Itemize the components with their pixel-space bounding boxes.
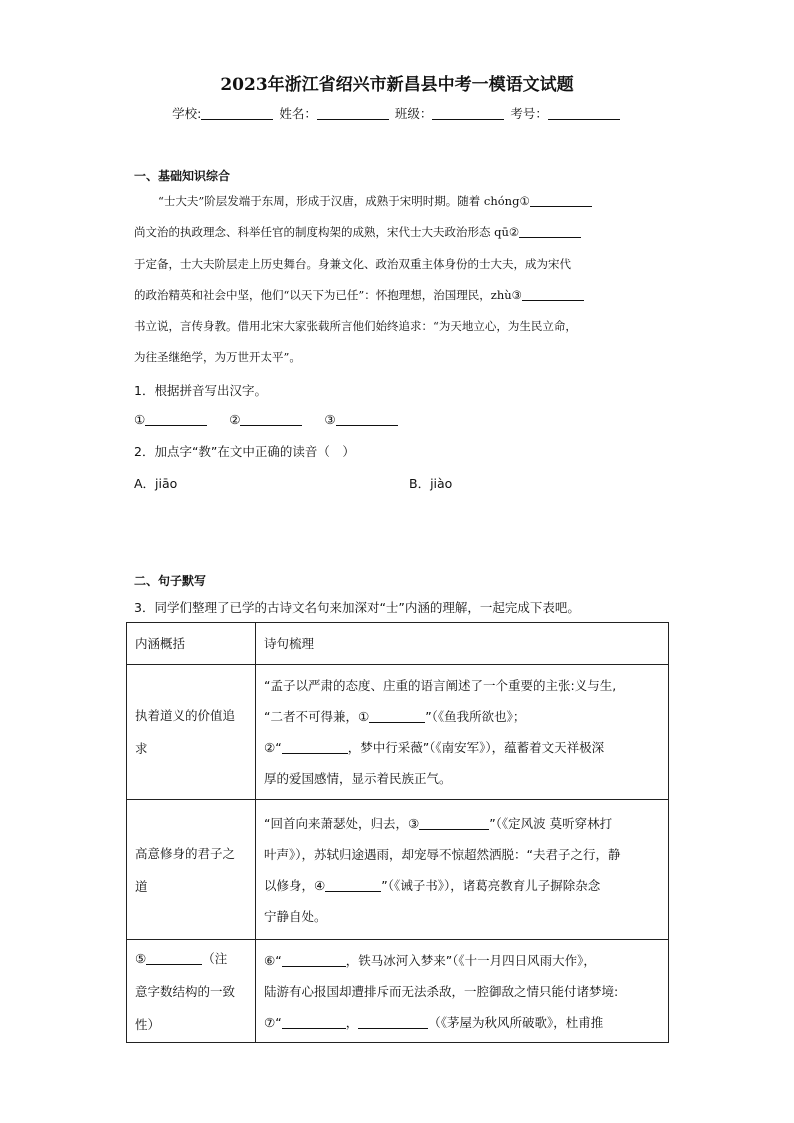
blank-2[interactable] bbox=[519, 225, 581, 238]
blank-3[interactable] bbox=[522, 288, 584, 301]
blank-q3-1[interactable] bbox=[369, 710, 425, 723]
row3-verses bbox=[256, 940, 669, 1043]
blank-1[interactable] bbox=[530, 194, 592, 207]
row3-line-1-b: ，铁马冰河入梦来”（《十一月四日风雨大作》， bbox=[345, 952, 596, 968]
class-field[interactable] bbox=[432, 107, 504, 120]
section1-heading: 一、基础知识综合 bbox=[134, 169, 231, 183]
blank-q3-5[interactable] bbox=[146, 952, 202, 965]
q1-mark-2: ② bbox=[229, 412, 241, 427]
q2-option-a[interactable]: A．jiāo bbox=[134, 476, 178, 491]
passage-line-3: 于定备，士大夫阶层走上历史舞台。身兼文化、政治双重主体身份的士大夫，成为宋代 bbox=[134, 256, 571, 271]
blank-q3-7b[interactable] bbox=[358, 1016, 428, 1029]
passage bbox=[134, 186, 674, 374]
q1-answer-1[interactable] bbox=[145, 413, 207, 426]
row3-summary-line-1-b: （注 bbox=[202, 950, 228, 966]
row1-line-2-b: ”（《鱼我所欲也》； bbox=[425, 709, 526, 724]
blank-q3-4[interactable] bbox=[325, 879, 381, 892]
row1-verses bbox=[256, 665, 669, 800]
question-3: 3．同学们整理了已学的古诗文名句来加深对“士”内涵的理解，一起完成下表吧。 bbox=[134, 600, 580, 615]
blank-q3-6[interactable] bbox=[282, 954, 346, 967]
row2-line-4: 宁静自处。 bbox=[264, 908, 327, 924]
row1-line-2-a: “二者不可得兼，① bbox=[264, 709, 370, 724]
row2-summary bbox=[127, 800, 256, 940]
passage-line-2: 尚文治的执政理念、科举任官的制度构架的成熟，宋代士大夫政治形态 qū② bbox=[134, 225, 520, 240]
q1-mark-3: ③ bbox=[324, 412, 336, 427]
blank-q3-3[interactable] bbox=[419, 817, 489, 830]
q1-answer-3[interactable] bbox=[336, 413, 398, 426]
passage-line-4: 的政治精英和社会中坚，他们“以天下为已任”：怀抱理想，治国理民，zhù③ bbox=[134, 287, 522, 302]
exam-no-field[interactable] bbox=[548, 107, 620, 120]
passage-line-6: 为往圣继绝学，为万世开太平”。 bbox=[134, 350, 301, 365]
blank-q3-7a[interactable] bbox=[282, 1016, 346, 1029]
school-label: 学校: bbox=[172, 106, 202, 121]
row1-summary bbox=[127, 665, 256, 800]
row3-line-3-a: ⑦“ bbox=[264, 1014, 282, 1030]
row3-summary-line-3: 性） bbox=[135, 1016, 161, 1032]
table-header-summary: 内涵概括 bbox=[127, 623, 256, 665]
row3-summary-line-1-a: ⑤ bbox=[135, 950, 147, 966]
table-row bbox=[127, 665, 669, 800]
student-info-line bbox=[0, 104, 794, 122]
row1-summary-line-2: 求 bbox=[135, 741, 148, 756]
q1-answer-row bbox=[134, 412, 398, 427]
row2-verses bbox=[256, 800, 669, 940]
exam-no-label: 考号： bbox=[510, 106, 548, 121]
question-2: 2．加点字“教”在文中正确的读音（ ） bbox=[134, 444, 355, 459]
q1-mark-1: ① bbox=[134, 412, 146, 427]
row2-line-1-a: “回首向来萧瑟处，归去，③ bbox=[264, 815, 420, 831]
row3-line-1-a: ⑥“ bbox=[264, 952, 282, 968]
row2-summary-line-2: 道 bbox=[135, 878, 148, 894]
table-header-row bbox=[127, 623, 669, 665]
row3-line-3-c: （《茅屋为秋风所破歌》，杜甫推 bbox=[428, 1014, 604, 1030]
row2-line-2: 叶声》），苏轼归途遇雨，却宠辱不惊超然洒脱：“夫君子之行，静 bbox=[264, 846, 621, 862]
class-label: 班级： bbox=[394, 106, 433, 121]
name-field[interactable] bbox=[317, 107, 389, 120]
row2-line-3-a: 以修身，④ bbox=[264, 877, 326, 893]
q2-option-b[interactable]: B．jiào bbox=[409, 476, 453, 491]
row3-summary-line-2: 意字数结构的一致 bbox=[135, 983, 236, 999]
passage-line-5: 书立说，言传身教。借用北宋大家张载所言他们始终追求：“为天地立心，为生民立命， bbox=[134, 319, 577, 334]
name-label: 姓名： bbox=[279, 106, 317, 121]
row3-summary bbox=[127, 940, 256, 1043]
row1-line-3-b: ，梦中行采薇”（《南安军》），蕴蓄着文天祥极深 bbox=[347, 740, 605, 755]
row2-line-1-b: ”（《定风波 莫听穿林打 bbox=[489, 815, 613, 831]
row3-line-3-b: ， bbox=[345, 1014, 359, 1030]
blank-q3-2[interactable] bbox=[282, 741, 348, 754]
row1-summary-line-1: 执着道义的价值追 bbox=[135, 708, 236, 723]
row1-line-1: “孟子以严肃的态度、庄重的语言阐述了一个重要的主张:义与生, bbox=[264, 678, 617, 693]
q1-answer-2[interactable] bbox=[240, 413, 302, 426]
table-header-verses: 诗句梳理 bbox=[256, 623, 669, 665]
table-row bbox=[127, 800, 669, 940]
poetry-table bbox=[126, 622, 669, 1043]
row3-line-2: 陆游有心报国却遭排斥而无法杀敌，一腔御敌之情只能付诸梦境: bbox=[264, 983, 619, 999]
table-row bbox=[127, 940, 669, 1043]
row2-line-3-b: ”（《诫子书》），诸葛亮教育儿子摒除杂念 bbox=[381, 877, 601, 893]
passage-line-1: “士大夫”阶层发端于东周，形成于汉唐，成熟于宋明时期。随着 chóng① bbox=[158, 194, 530, 208]
page-title: 2023年浙江省绍兴市新昌县中考一模语文试题 bbox=[220, 75, 574, 95]
section2-heading: 二、句子默写 bbox=[134, 574, 207, 588]
row1-line-3-a: ②“ bbox=[264, 740, 282, 755]
school-field[interactable] bbox=[201, 107, 273, 120]
row1-line-4: 厚的爱国感情，显示着民族正气。 bbox=[264, 771, 452, 786]
question-1: 1．根据拼音写出汉字。 bbox=[134, 383, 267, 398]
row2-summary-line-1: 高意修身的君子之 bbox=[135, 845, 236, 861]
